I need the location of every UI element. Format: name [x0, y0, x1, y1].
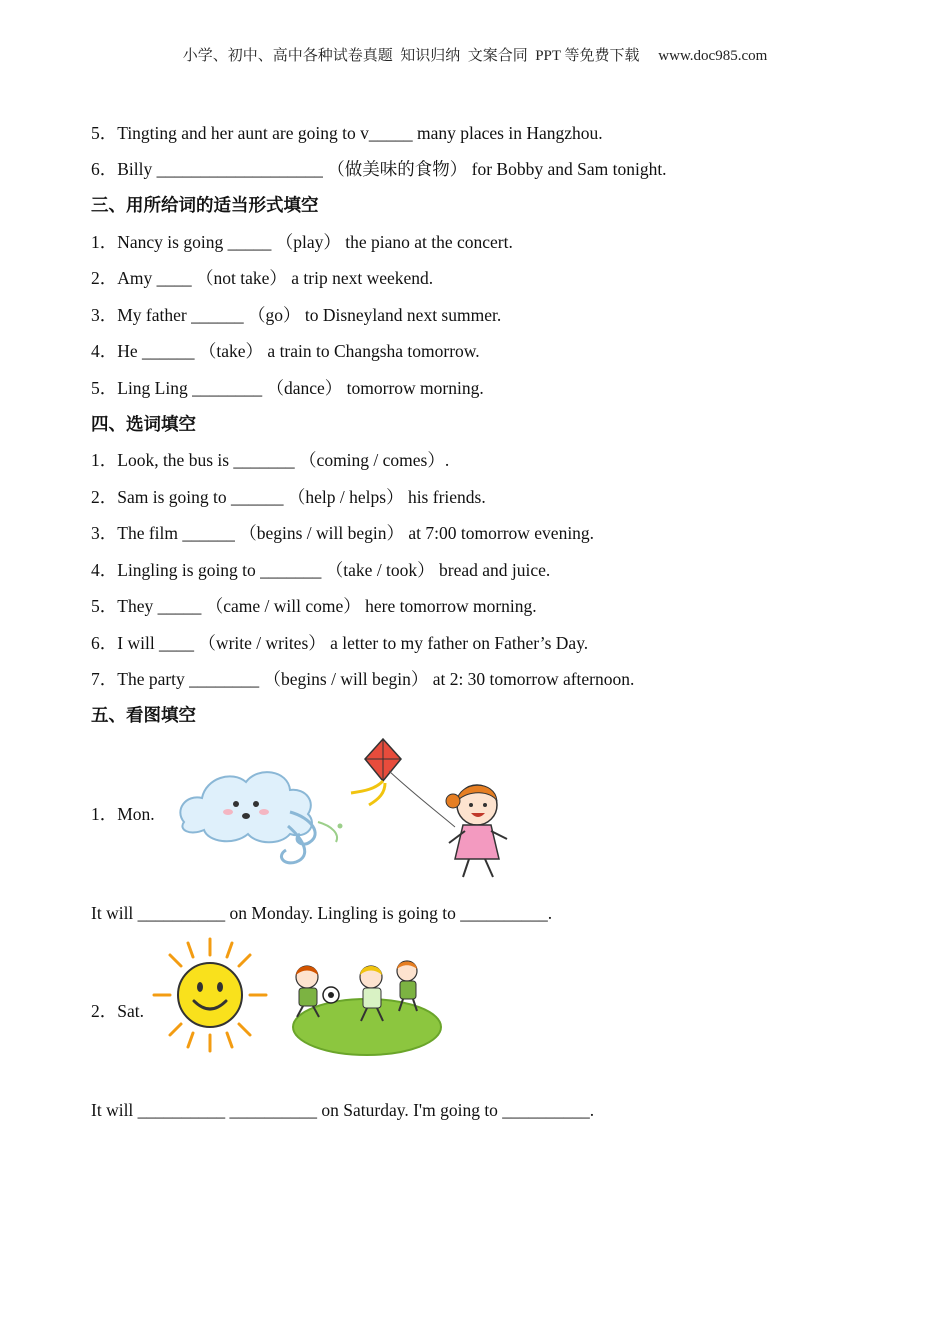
page-header: 小学、初中、高中各种试卷真题 知识归纳 文案合同 PPT 等免费下载 www.doc985.com — [182, 48, 768, 64]
question-line: 5．They _____ （came / will come） here tomorrow morning. — [91, 596, 537, 616]
question-line: 1．Nancy is going _____ （play） the piano at the concert. — [91, 232, 513, 252]
kids-playing-football-image — [285, 955, 445, 1060]
question-line: 4．Lingling is going to _______ （take / took） bread and juice. — [91, 560, 551, 580]
windy-cloud-image — [172, 760, 352, 870]
question-line: 3．The film ______ （begins / will begin） at 7:00 tomorrow evening. — [91, 523, 595, 543]
question-line: 2．Amy ____ （not take） a trip next weekend. — [91, 268, 434, 288]
sunny-sun-image — [150, 935, 270, 1055]
girl-flying-kite-image — [345, 735, 515, 885]
question-line: 3．My father ______ （go） to Disneyland next summer. — [91, 305, 502, 325]
question-line: 4．He ______ （take） a train to Changsha tomorrow. — [91, 341, 480, 361]
question-line: 2．Sam is going to ______ （help / helps） his friends. — [91, 487, 486, 507]
section-3-title: 三、用所给词的适当形式填空 — [91, 196, 319, 216]
question-line: 6．Billy ___________________ （做美味的食物） for Bobby and Sam tonight. — [91, 159, 667, 179]
question-line: 7．The party ________ （begins / will begin） at 2: 30 tomorrow afternoon. — [91, 669, 635, 689]
section-5-title: 五、看图填空 — [91, 706, 196, 726]
picture-question-sentence: It will __________ __________ on Saturday. I'm going to __________. — [91, 1100, 595, 1120]
picture-question-label: 1．Mon. — [91, 804, 155, 824]
question-line: 5．Ling Ling ________ （dance） tomorrow morning. — [91, 378, 484, 398]
picture-question-sentence: It will __________ on Monday. Lingling is going to __________. — [91, 903, 553, 923]
question-line: 1．Look, the bus is _______ （coming / comes）. — [91, 450, 450, 470]
question-line: 6．I will ____ （write / writes） a letter to my father on Father’s Day. — [91, 633, 589, 653]
picture-question-label: 2．Sat. — [91, 1001, 144, 1021]
question-line: 5．Tingting and her aunt are going to v_____ many places in Hangzhou. — [91, 123, 603, 143]
section-4-title: 四、选词填空 — [91, 415, 196, 435]
